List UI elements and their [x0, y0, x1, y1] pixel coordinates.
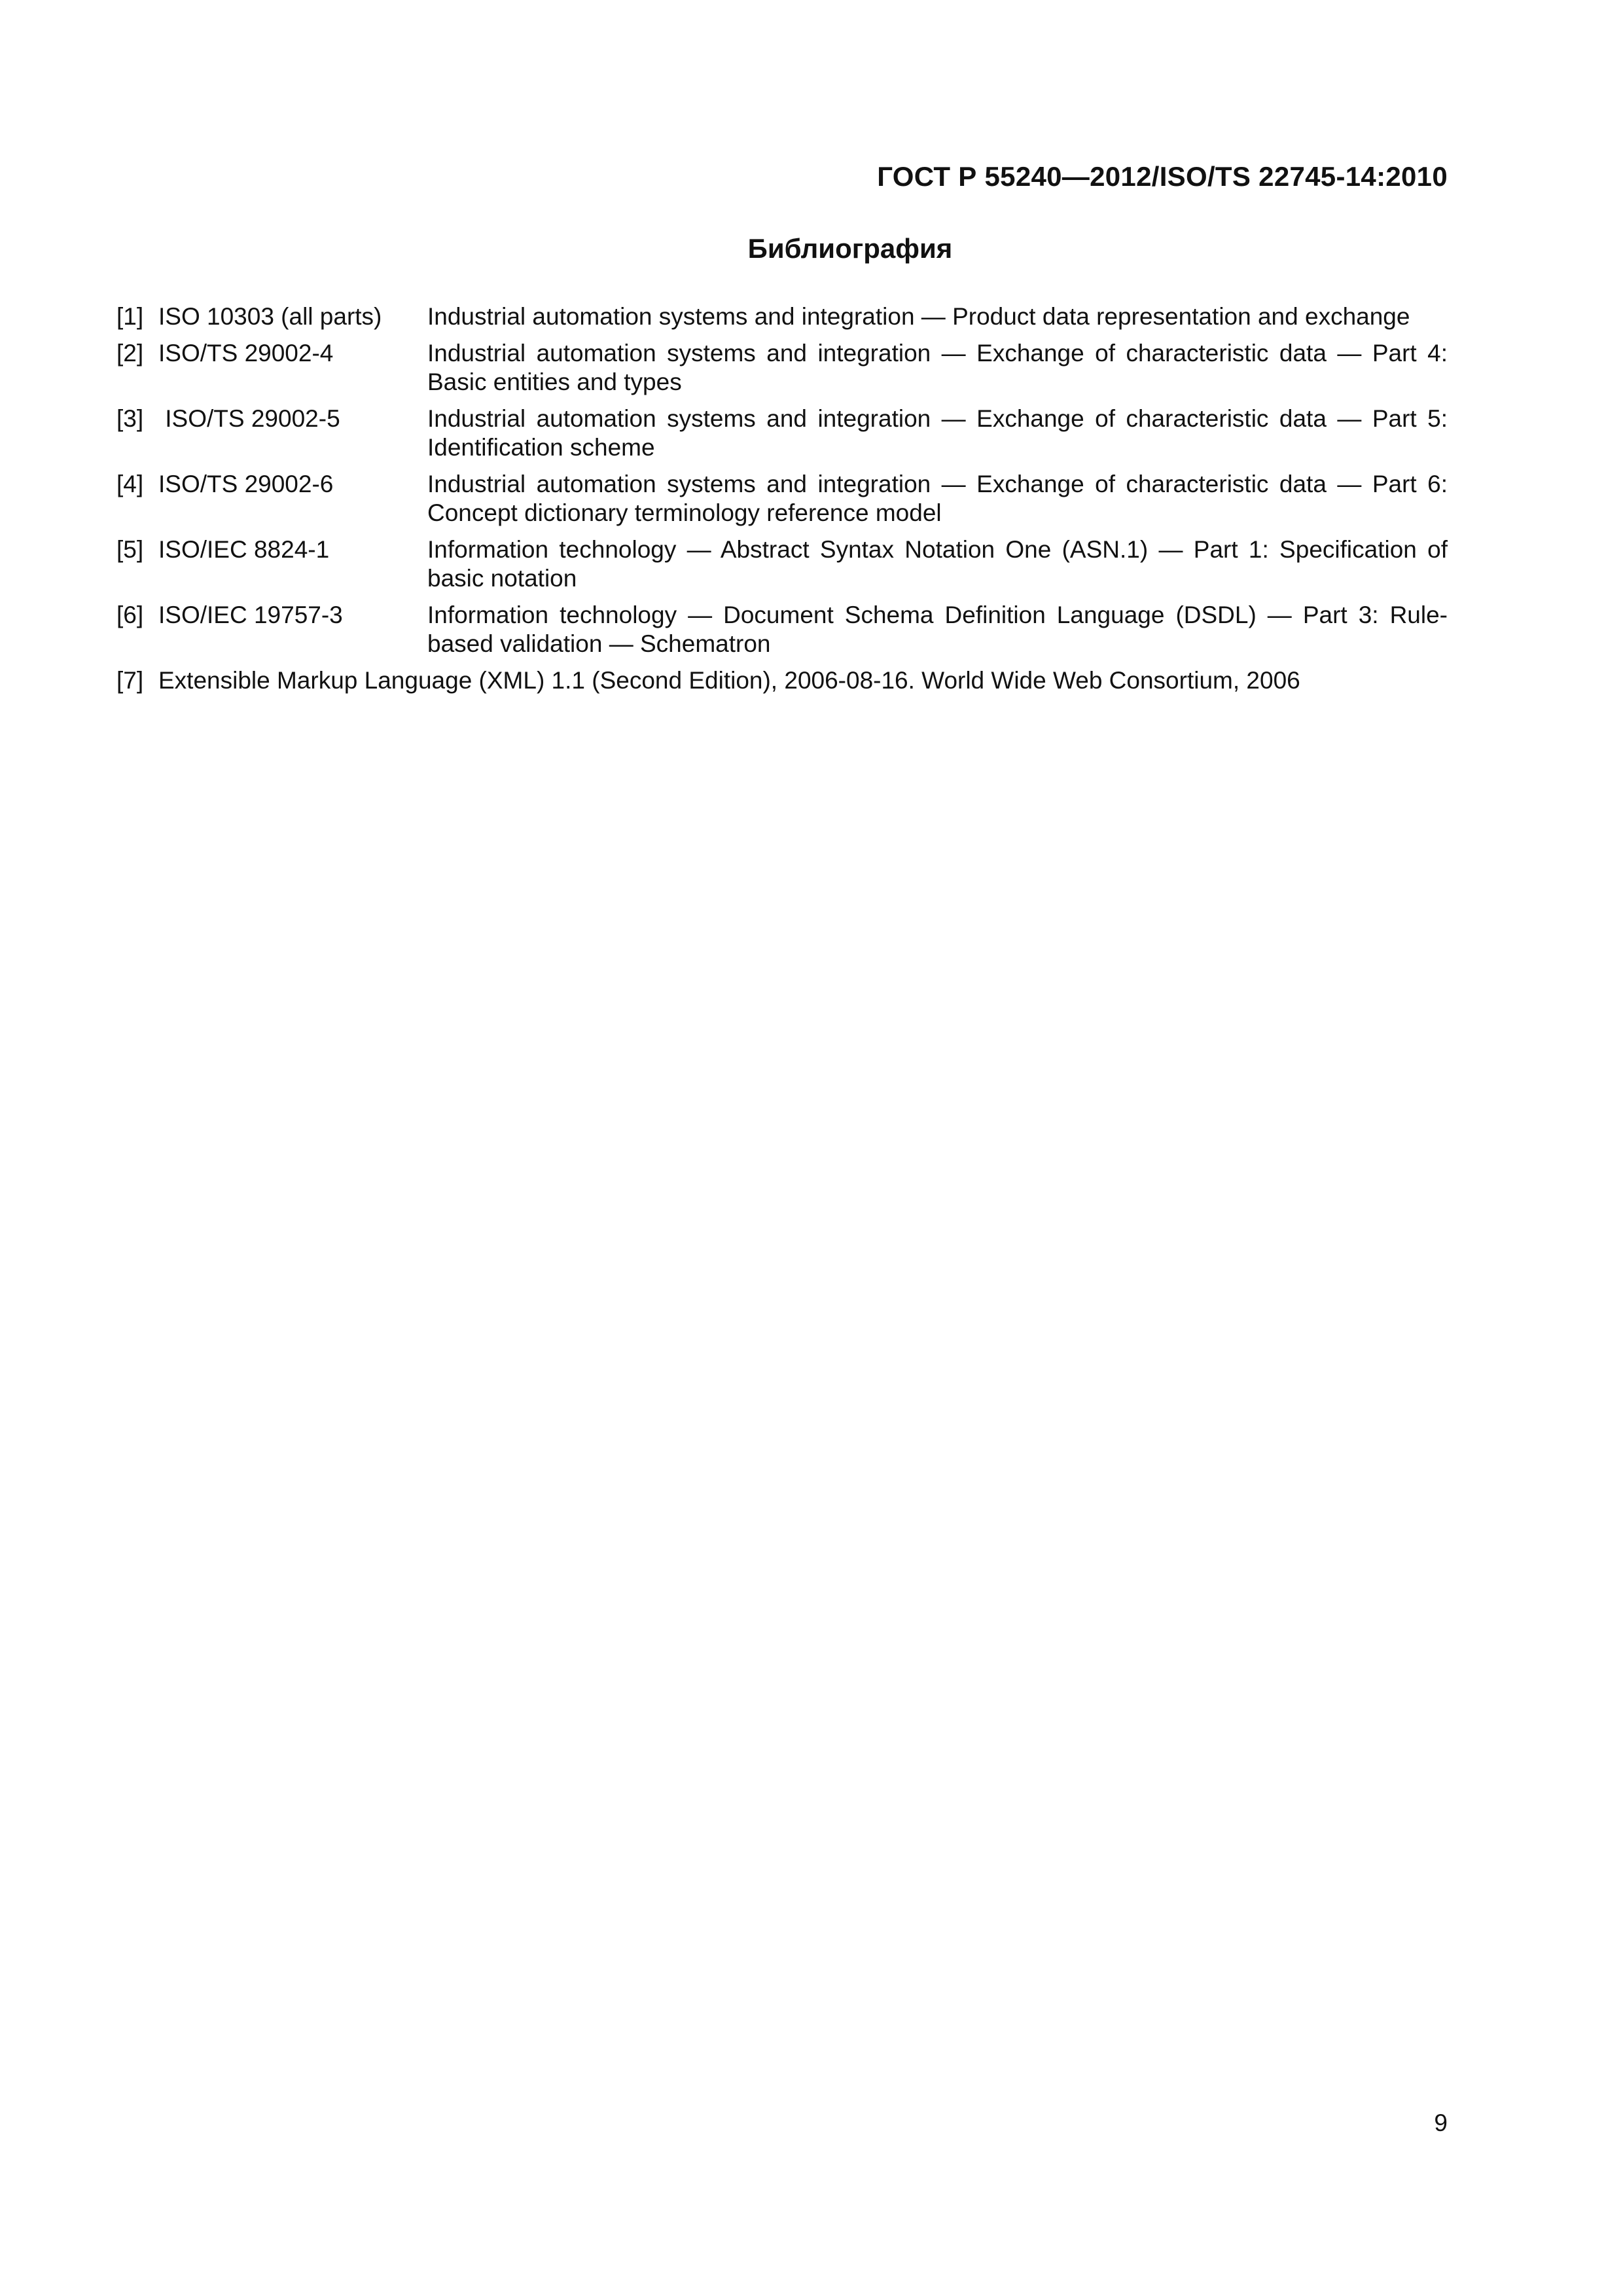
page-number: 9	[1434, 2109, 1448, 2136]
bibliography-entry	[116, 601, 1448, 658]
entry-title: Industrial automation systems and integration — Product data representation and exchange	[427, 303, 1410, 330]
entry-standard: ISO 10303 (all parts)	[158, 303, 382, 330]
entry-number: [5]	[116, 536, 144, 563]
entry-standard: ISO/IEC 8824-1	[158, 536, 330, 563]
section-title: Библиография	[747, 233, 953, 264]
bibliography-entry	[116, 302, 1448, 331]
entry-number: [6]	[116, 601, 144, 628]
entry-number: [2]	[116, 340, 144, 367]
entry-full-text: Extensible Markup Language (XML) 1.1 (Second Edition), 2006-08-16. World Wide Web Consortium, 2006	[158, 667, 1300, 694]
bibliography-entry	[116, 666, 1448, 695]
document-code-header: ГОСТ Р 55240—2012/ISO/TS 22745-14:2010	[877, 161, 1448, 192]
entry-title: Information technology — Abstract Syntax Notation One (ASN.1) — Part 1: Specification of basic notation	[427, 536, 1448, 592]
bibliography-entry	[116, 339, 1448, 397]
entry-number: [1]	[116, 303, 144, 330]
bibliography-entry	[116, 470, 1448, 528]
entry-title: Industrial automation systems and integration — Exchange of characteristic data — Part 5: Identification scheme	[427, 405, 1448, 461]
entry-standard: ISO/TS 29002-5	[158, 405, 340, 432]
entry-standard: ISO/IEC 19757-3	[158, 601, 343, 628]
entry-number: [3]	[116, 405, 144, 432]
entry-number: [7]	[116, 667, 144, 694]
bibliography-entry	[116, 404, 1448, 462]
entry-title: Industrial automation systems and integration — Exchange of characteristic data — Part 4: Basic entities and types	[427, 340, 1448, 395]
bibliography-entry	[116, 535, 1448, 593]
bibliography-list	[116, 302, 1448, 703]
entry-number: [4]	[116, 471, 144, 497]
entry-standard: ISO/TS 29002-4	[158, 340, 334, 367]
entry-title: Information technology — Document Schema Definition Language (DSDL) — Part 3: Rule-based validation — Schematron	[427, 601, 1448, 657]
entry-title: Industrial automation systems and integration — Exchange of characteristic data — Part 6: Concept dictionary terminology reference model	[427, 471, 1448, 526]
entry-standard: ISO/TS 29002-6	[158, 471, 334, 497]
